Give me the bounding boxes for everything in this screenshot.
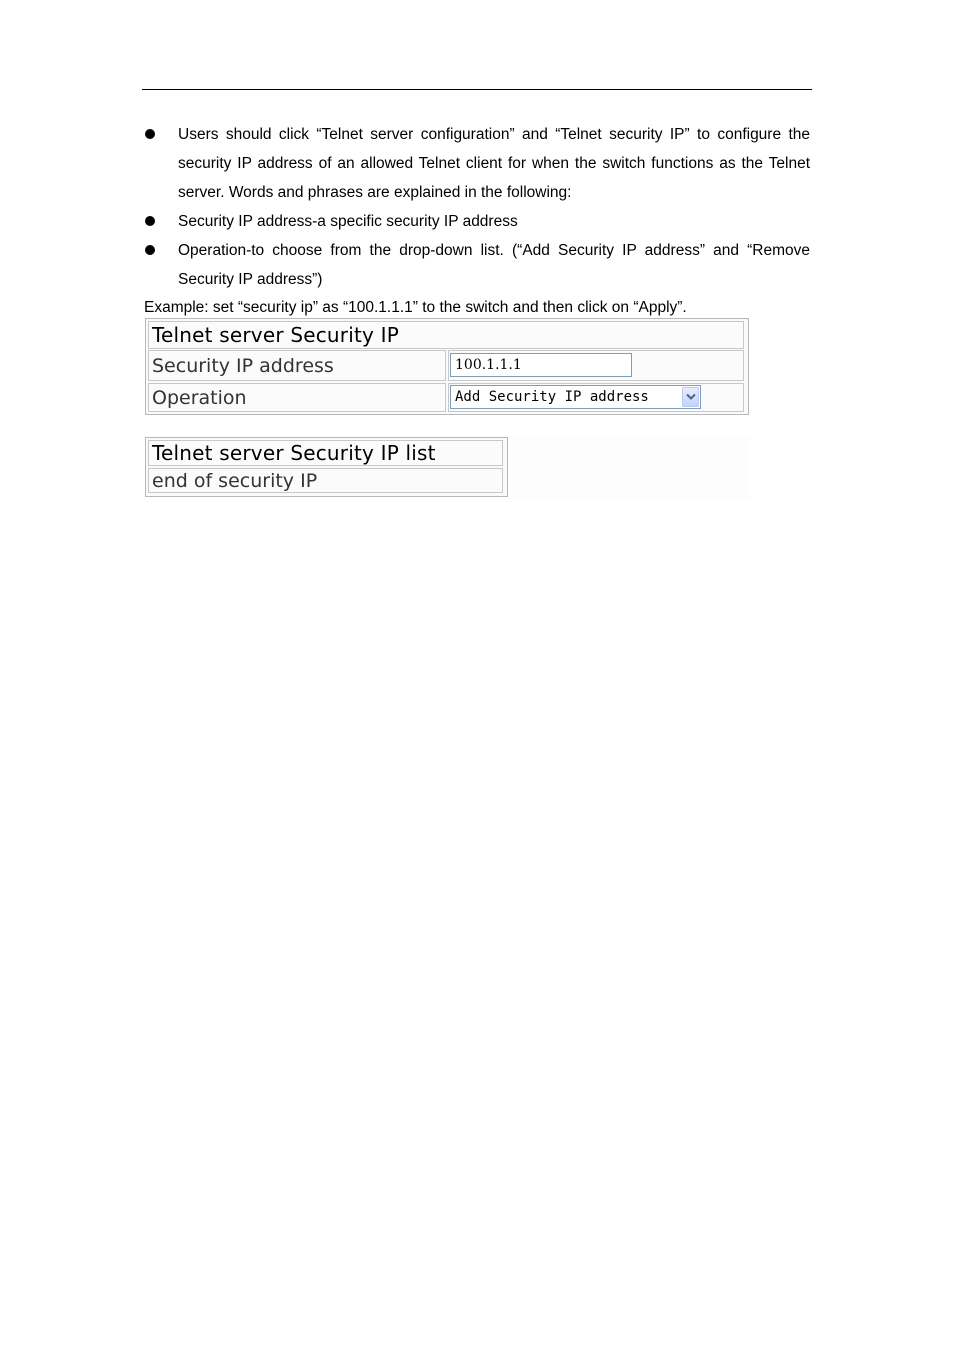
form-title: Telnet server Security IP [152, 323, 399, 347]
list-title: Telnet server Security IP list [152, 441, 436, 465]
example-text: Example: set “security ip” as “100.1.1.1” to the switch and then click on “Apply”. [144, 299, 687, 316]
form-title-row [148, 321, 744, 349]
list-title-cell [149, 441, 502, 465]
bullet-list [142, 120, 810, 294]
operation-label-cell [148, 383, 446, 412]
operation-label: Operation [152, 386, 247, 409]
bullet-text: Security IP address-a specific security IP address [178, 213, 518, 230]
bullet-icon [145, 129, 155, 139]
header-rule [142, 89, 812, 90]
bullet-text: Users should click “Telnet server configuration” and “Telnet security IP” to configure the security IP address of an allowed Telnet client for when the switch functions as the Telnet server. Words and phrases are explained in the following: [178, 126, 810, 201]
operation-selected-value: Add Security IP address [455, 389, 649, 405]
list-end-cell [149, 469, 502, 492]
ip-label-cell [148, 350, 446, 381]
list-end-text: end of security IP [152, 469, 318, 492]
bullet-icon [145, 216, 155, 226]
bullet-text: Operation-to choose from the drop-down list. (“Add Security IP address” and “Remove Security IP address”) [178, 242, 810, 288]
ip-address-row [148, 350, 744, 381]
chevron-down-icon[interactable] [682, 387, 699, 407]
list-title-row [148, 440, 503, 466]
operation-select[interactable] [450, 385, 701, 409]
list-end-row [148, 468, 503, 493]
background-area [508, 437, 750, 499]
security-ip-input[interactable] [450, 353, 632, 377]
bullet-item [142, 120, 810, 207]
security-ip-list [145, 437, 508, 497]
bullet-icon [145, 245, 155, 255]
bullet-item [142, 207, 810, 236]
form-title-cell [149, 322, 743, 348]
bullet-item [142, 236, 810, 294]
ip-label: Security IP address [152, 354, 334, 377]
